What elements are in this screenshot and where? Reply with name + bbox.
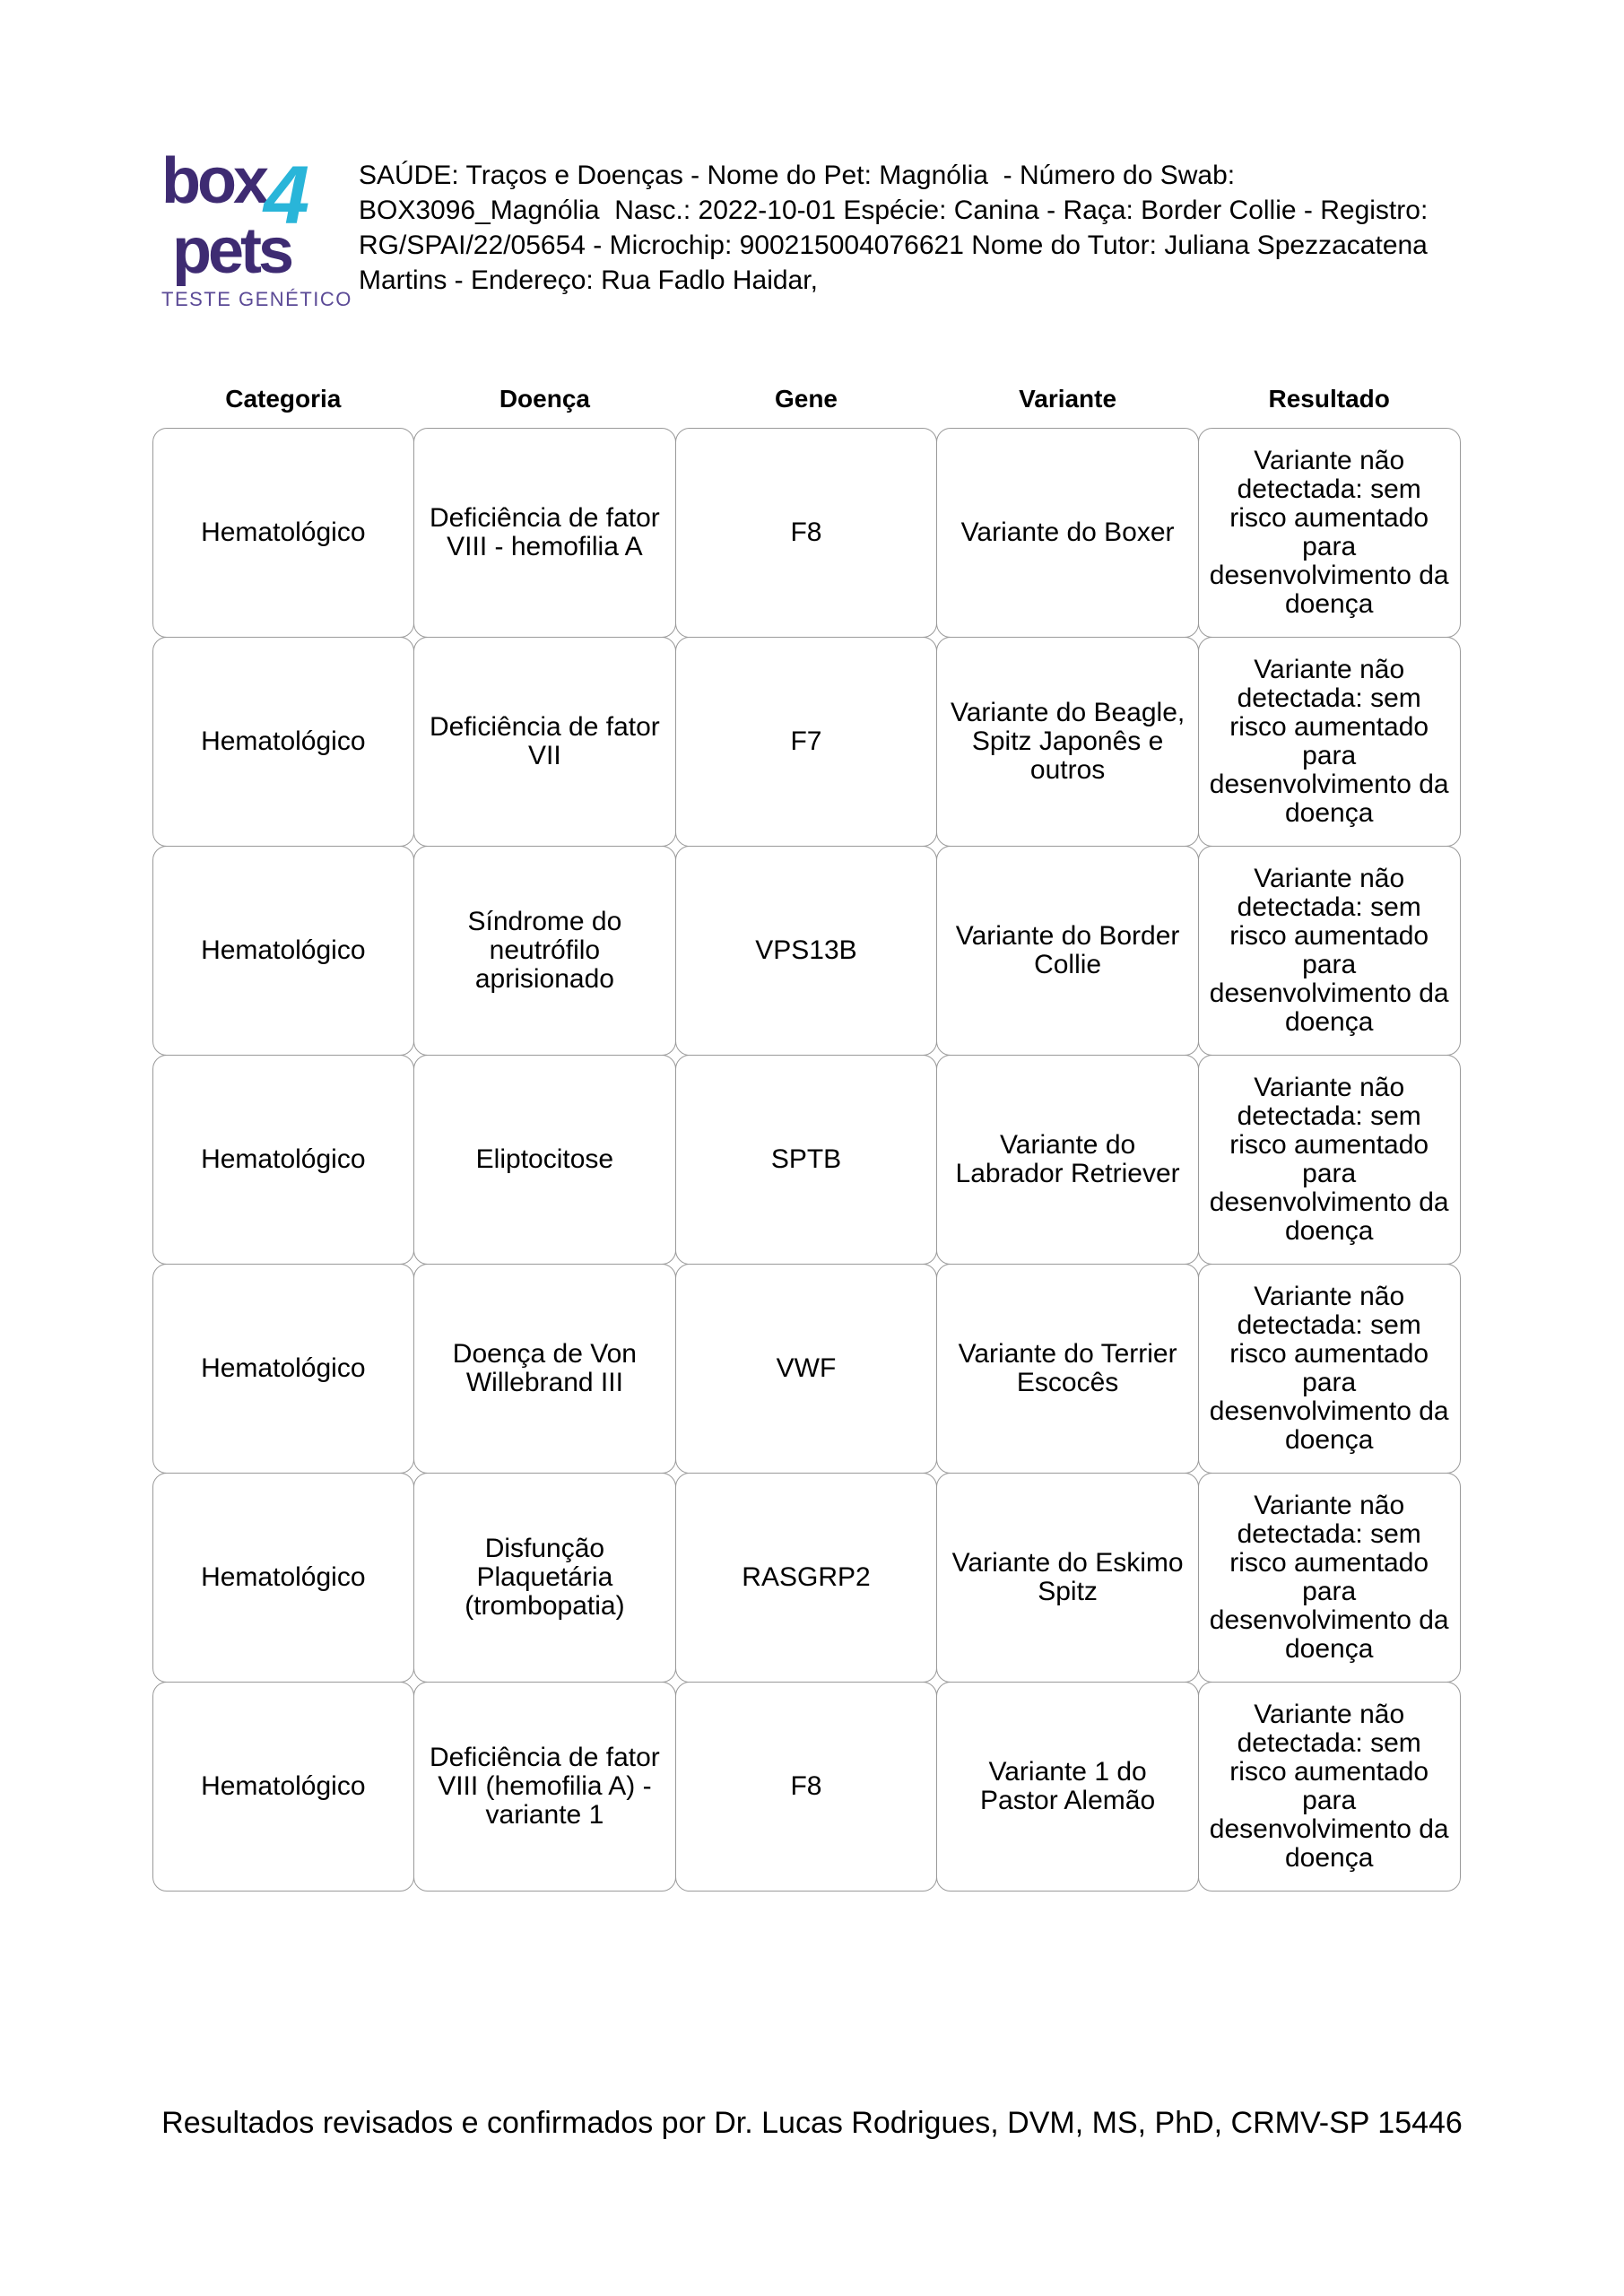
- cell-gene: F8: [675, 1682, 938, 1892]
- cell-variante: Variante do Boxer: [936, 428, 1199, 638]
- column-header-gene: Gene: [774, 385, 838, 413]
- box4pets-logo: [161, 145, 352, 311]
- cell-variante: Variante do Border Collie: [936, 846, 1199, 1056]
- cell-doenca: Disfunção Plaquetária (trombopatia): [413, 1473, 676, 1683]
- cell-resultado: Variante não detectada: sem risco aumentado para desenvolvimento da doença: [1198, 1682, 1461, 1892]
- results-table: [152, 428, 1460, 1891]
- cell-resultado: Variante não detectada: sem risco aumentado para desenvolvimento da doença: [1198, 1264, 1461, 1474]
- cell-resultado: Variante não detectada: sem risco aumentado para desenvolvimento da doença: [1198, 1055, 1461, 1265]
- footer-signature: Resultados revisados e confirmados por Dr. Lucas Rodrigues, DVM, MS, PhD, CRMV-SP 15446: [161, 2106, 1463, 2140]
- cell-gene: F7: [675, 637, 938, 847]
- logo-word-box: box: [161, 145, 266, 217]
- cell-doenca: Eliptocitose: [413, 1055, 676, 1265]
- cell-variante: Variante do Beagle, Spitz Japonês e outros: [936, 637, 1199, 847]
- logo-tagline: TESTE GENÉTICO: [161, 287, 352, 310]
- cell-variante: Variante do Labrador Retriever: [936, 1055, 1199, 1265]
- cell-resultado: Variante não detectada: sem risco aumentado para desenvolvimento da doença: [1198, 1473, 1461, 1683]
- cell-variante: Variante do Terrier Escocês: [936, 1264, 1199, 1474]
- cell-categoria: Hematológico: [152, 846, 415, 1056]
- cell-gene: SPTB: [675, 1055, 938, 1265]
- header-line-1: SAÚDE: Traços e Doenças - Nome do Pet: Magnólia - Número do Swab:: [359, 161, 1236, 190]
- cell-doenca: Doença de Von Willebrand III: [413, 1264, 676, 1474]
- cell-gene: F8: [675, 428, 938, 638]
- cell-gene: VPS13B: [675, 846, 938, 1056]
- cell-gene: VWF: [675, 1264, 938, 1474]
- cell-categoria: Hematológico: [152, 637, 415, 847]
- cell-resultado: Variante não detectada: sem risco aumentado para desenvolvimento da doença: [1198, 428, 1461, 638]
- cell-doenca: Deficiência de fator VII: [413, 637, 676, 847]
- cell-resultado: Variante não detectada: sem risco aumentado para desenvolvimento da doença: [1198, 637, 1461, 847]
- cell-doenca: Deficiência de fator VIII (hemofilia A) - variante 1: [413, 1682, 676, 1892]
- cell-categoria: Hematológico: [152, 428, 415, 638]
- cell-doenca: Síndrome do neutrófilo aprisionado: [413, 846, 676, 1056]
- logo-digit-4: 4: [264, 150, 310, 241]
- cell-categoria: Hematológico: [152, 1055, 415, 1265]
- cell-categoria: Hematológico: [152, 1682, 415, 1892]
- cell-resultado: Variante não detectada: sem risco aumentado para desenvolvimento da doença: [1198, 846, 1461, 1056]
- report-header-info: [359, 158, 1533, 298]
- header-line-2: BOX3096_Magnólia Nasc.: 2022-10-01 Espécie: Canina - Raça: Border Collie - Registro:: [359, 196, 1429, 225]
- cell-variante: Variante 1 do Pastor Alemão: [936, 1682, 1199, 1892]
- logo-word-pets: pets: [172, 214, 291, 287]
- header-line-4: Martins - Endereço: Rua Fadlo Haidar,: [359, 265, 818, 295]
- column-header-categoria: Categoria: [225, 385, 342, 413]
- column-header-variante: Variante: [1019, 385, 1117, 413]
- column-header-resultado: Resultado: [1268, 385, 1390, 413]
- cell-gene: RASGRP2: [675, 1473, 938, 1683]
- cell-doenca: Deficiência de fator VIII - hemofilia A: [413, 428, 676, 638]
- table-column-headers: [152, 384, 1460, 414]
- header-line-3: RG/SPAI/22/05654 - Microchip: 900215004076621 Nome do Tutor: Juliana Spezzacatena: [359, 230, 1428, 260]
- column-header-doenca: Doença: [499, 385, 590, 413]
- cell-categoria: Hematológico: [152, 1473, 415, 1683]
- cell-categoria: Hematológico: [152, 1264, 415, 1474]
- cell-variante: Variante do Eskimo Spitz: [936, 1473, 1199, 1683]
